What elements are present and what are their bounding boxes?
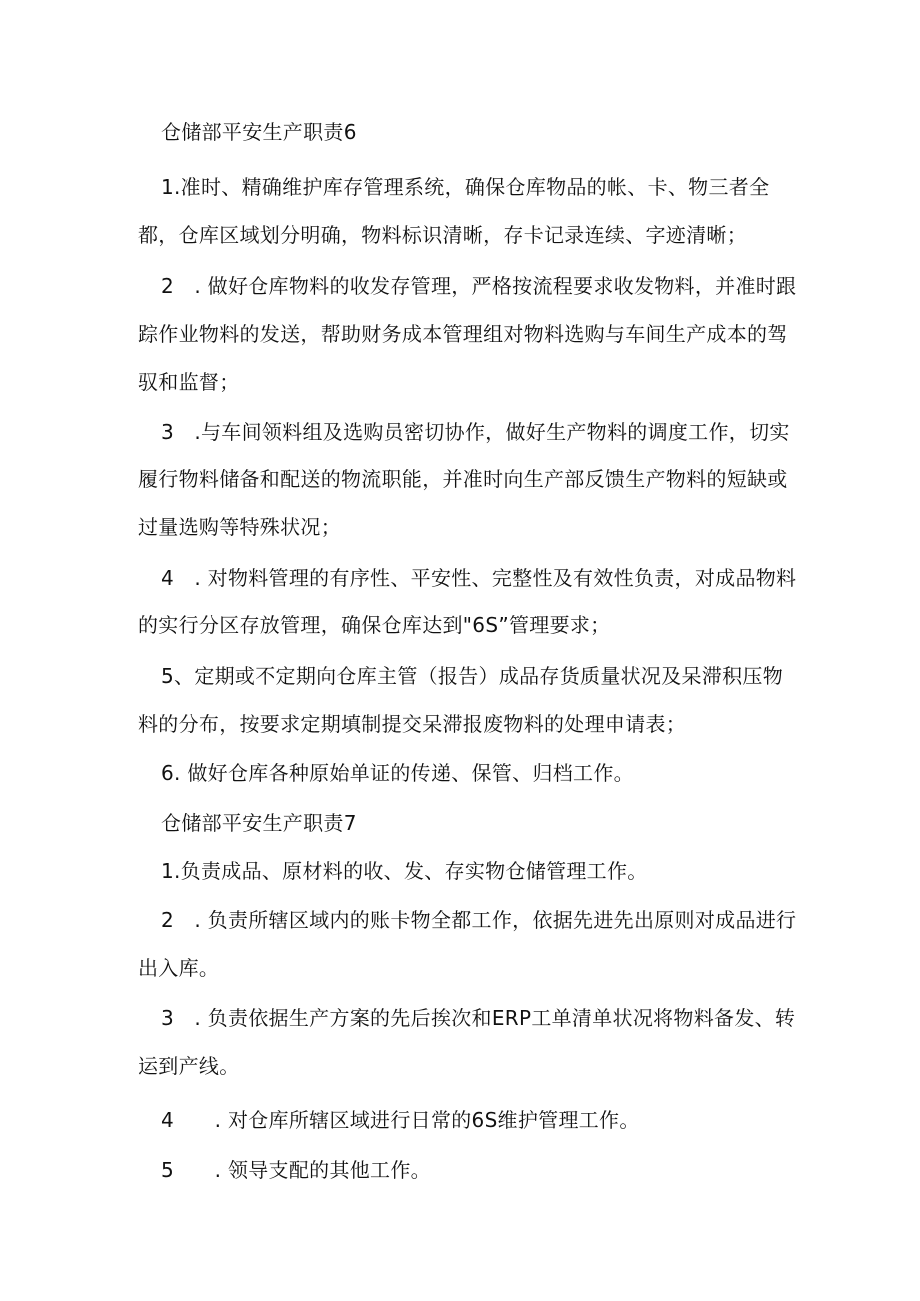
paragraph-line: 4 . 对物料管理的有序性、平安性、完整性及有效性负责，对成品物料 <box>161 566 797 590</box>
paragraph-line: 4 . 对仓库所辖区域进行日常的6S维护管理工作。 <box>161 1108 640 1132</box>
paragraph-line: 驭和监督； <box>138 370 240 394</box>
paragraph-line: 踪作业物料的发送，帮助财务成本管理组对物料选购与车间生产成本的驾 <box>138 322 788 346</box>
paragraph-line: 的实行分区存放管理，确保仓库达到"6S”管理要求； <box>138 613 611 637</box>
paragraph-line: 运到产线。 <box>138 1054 240 1078</box>
paragraph-line: 5、定期或不定期向仓库主管（报告）成品存货质量状况及呆滞积压物 <box>161 664 784 688</box>
paragraph-line: 6. 做好仓库各种原始单证的传递、保管、归档工作。 <box>161 761 634 785</box>
section-heading-7: 仓储部平安生产职责7 <box>161 811 357 835</box>
paragraph-line: 履行物料储备和配送的物流职能，并准时向生产部反馈生产物料的短缺或 <box>138 467 788 491</box>
paragraph-line: 3 . 负责依据生产方案的先后挨次和ERP工单清单状况将物料备发、转 <box>161 1006 796 1030</box>
paragraph-line: 3 .与车间领料组及选购员密切协作，做好生产物料的调度工作，切实 <box>161 420 790 444</box>
paragraph-line: 2 . 做好仓库物料的收发存管理，严格按流程要求收发物料，并准时跟 <box>161 274 797 298</box>
paragraph-line: 5 . 领导支配的其他工作。 <box>161 1158 431 1182</box>
paragraph-line: 过量选购等特殊状况； <box>138 515 341 539</box>
paragraph-line: 料的分布，按要求定期填制提交呆滞报废物料的处理申请表； <box>138 712 687 736</box>
paragraph-line: 2 . 负责所辖区域内的账卡物全都工作，依据先进先出原则对成品进行 <box>161 908 797 932</box>
section-heading-6: 仓储部平安生产职责6 <box>161 120 357 144</box>
paragraph-line: 1.负责成品、原材料的收、发、存实物仓储管理工作。 <box>161 859 648 883</box>
paragraph-line: 1.准时、精确维护库存管理系统，确保仓库物品的帐、卡、物三者全 <box>161 175 770 199</box>
paragraph-line: 都，仓库区域划分明确，物料标识清晰，存卡记录连续、字迹清晰； <box>138 223 747 247</box>
paragraph-line: 出入库。 <box>138 956 220 980</box>
